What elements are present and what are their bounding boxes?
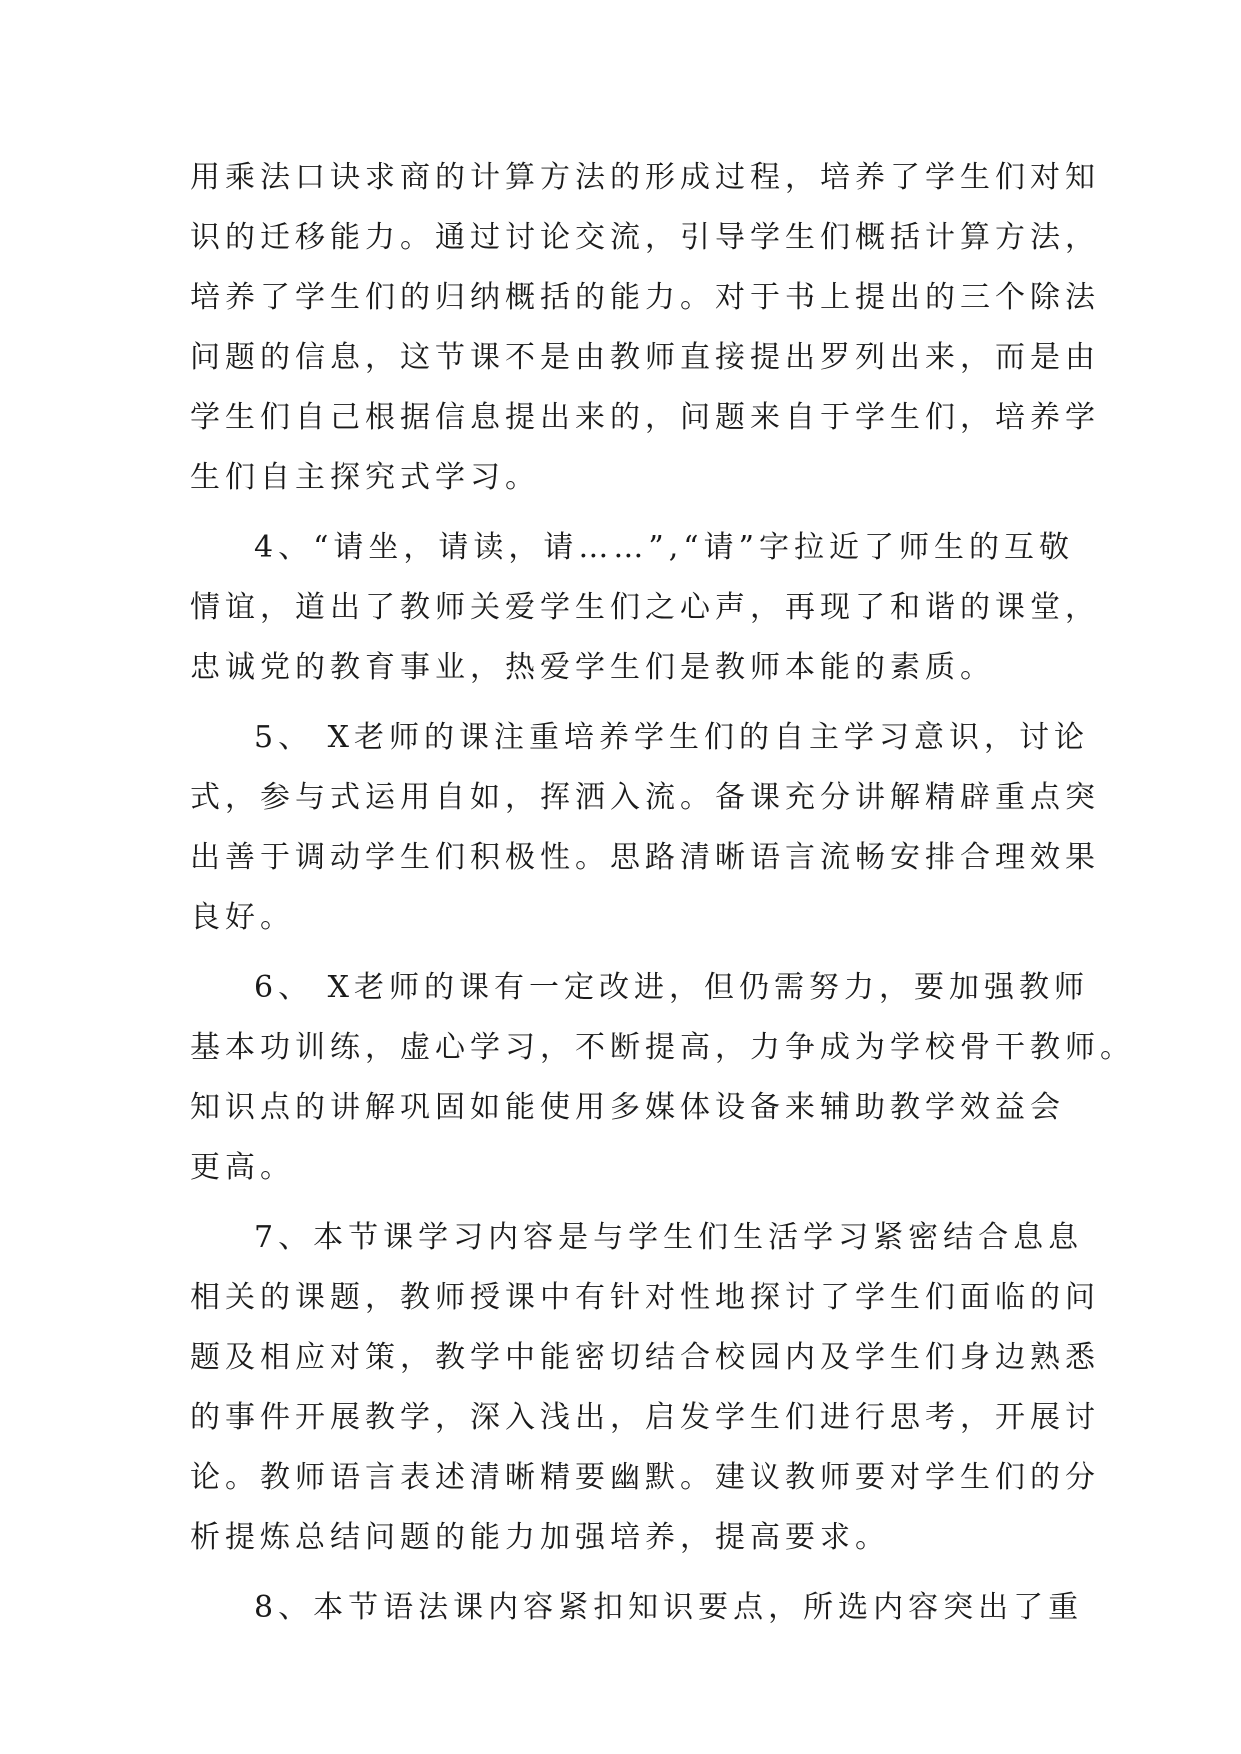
text-line: 的事件开展教学，深入浅出，启发学生们进行思考，开展讨: [190, 1400, 1100, 1435]
paragraph-6-start: 6、 X老师的课有一定改进，但仍需努力，要加强教师: [254, 970, 1089, 1005]
text-line: 识的迁移能力。通过讨论交流，引导学生们概括计算方法，: [190, 220, 1100, 255]
text-line: 析提炼总结问题的能力加强培养，提高要求。: [190, 1520, 890, 1555]
text-line: 题及相应对策，教学中能密切结合校园内及学生们身边熟悉: [190, 1340, 1100, 1375]
text-line: 知识点的讲解巩固如能使用多媒体设备来辅助教学效益会: [190, 1090, 1065, 1125]
text-line: 基本功训练，虚心学习，不断提高，力争成为学校骨干教师。: [190, 1030, 1135, 1065]
paragraph-7-start: 7、本节课学习内容是与学生们生活学习紧密结合息息: [254, 1220, 1084, 1255]
text-line: 出善于调动学生们积极性。思路清晰语言流畅安排合理效果: [190, 840, 1100, 875]
text-line: 相关的课题，教师授课中有针对性地探讨了学生们面临的问: [190, 1280, 1100, 1315]
paragraph-4-start: 4、“请坐，请读，请……”,“请”字拉近了师生的互敬: [254, 530, 1074, 565]
text-line: 生们自主探究式学习。: [190, 460, 540, 495]
text-line: 问题的信息，这节课不是由教师直接提出罗列出来，而是由: [190, 340, 1100, 375]
paragraph-5-start: 5、 X老师的课注重培养学生们的自主学习意识，讨论: [254, 720, 1089, 755]
text-line: 论。教师语言表述清晰精要幽默。建议教师要对学生们的分: [190, 1460, 1100, 1495]
text-line: 良好。: [190, 900, 295, 935]
paragraph-8-start: 8、本节语法课内容紧扣知识要点，所选内容突出了重: [254, 1590, 1084, 1625]
text-line: 情谊，道出了教师关爱学生们之心声，再现了和谐的课堂，: [190, 590, 1100, 625]
text-line: 式，参与式运用自如，挥洒入流。备课充分讲解精辟重点突: [190, 780, 1100, 815]
text-line: 学生们自己根据信息提出来的，问题来自于学生们，培养学: [190, 400, 1100, 435]
text-line: 忠诚党的教育事业，热爱学生们是教师本能的素质。: [190, 650, 995, 685]
text-line: 培养了学生们的归纳概括的能力。对于书上提出的三个除法: [190, 280, 1100, 315]
text-line: 用乘法口诀求商的计算方法的形成过程，培养了学生们对知: [190, 160, 1100, 195]
text-line: 更高。: [190, 1150, 295, 1185]
